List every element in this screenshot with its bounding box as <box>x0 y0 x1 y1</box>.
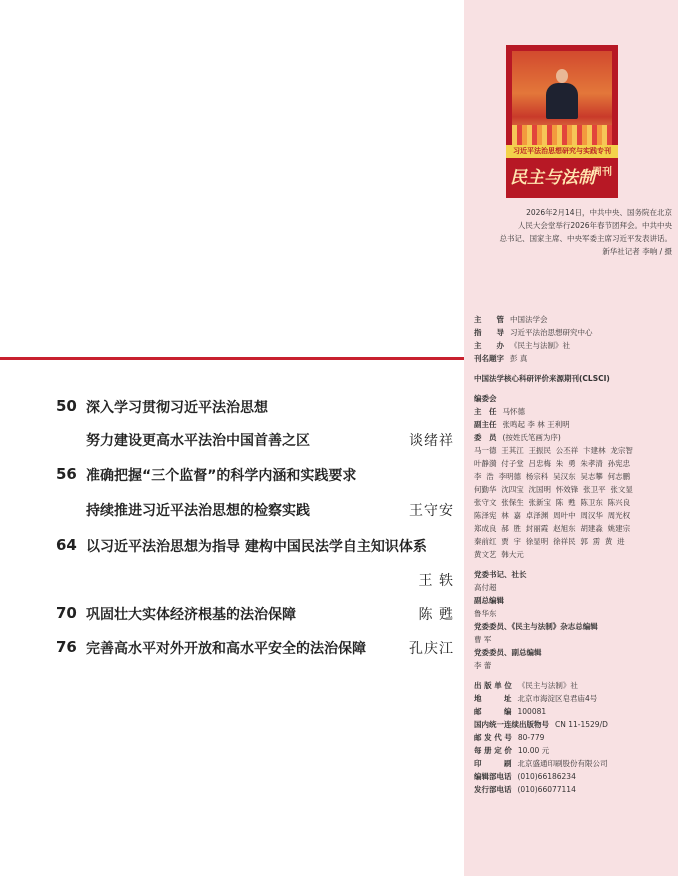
toc-page-number: 56 <box>56 465 77 483</box>
cover-logo: 民主与法制 <box>510 168 595 188</box>
member-line: 黄文艺 韩大元 <box>474 550 524 559</box>
member-line: 叶静漪 付子堂 吕忠梅 朱 勇 朱孝清 孙宪忠 <box>474 459 631 468</box>
toc-author: 孔庆江 <box>409 641 454 657</box>
core-journal: 中国法学核心科研评价来源期刊(CLSCI) <box>474 374 610 383</box>
toc-entry-70[interactable] <box>0 604 464 624</box>
cover-subtitle: 习近平法治思想研究与实践专刊 <box>513 147 611 155</box>
host-row: 主 办 《民主与法制》社 <box>474 341 570 350</box>
member-line: 李 浩 李明德 杨宗科 吴汉东 吴志攀 何志鹏 <box>474 472 631 481</box>
toc-page-number: 76 <box>56 638 77 656</box>
masthead-panel <box>464 0 678 876</box>
member-line: 秦前红 贾 宇 徐显明 徐祥民 郭 雳 黄 进 <box>474 537 625 546</box>
guidance-row: 指 导 习近平法治思想研究中心 <box>474 328 593 337</box>
member-line: 郑成良 郝 胜 封丽霞 赵旭东 胡建淼 姚建宗 <box>474 524 631 533</box>
toc-title: 深入学习贯彻习近平法治思想 <box>86 400 268 416</box>
staff-name: 鲁华东 <box>474 609 497 618</box>
pub-row: 出 版 单 位 《民主与法制》社 <box>474 681 578 690</box>
board-title: 编委会 <box>474 394 497 403</box>
pub-row: 邮 发 代 号 80-779 <box>474 733 545 742</box>
staff-label: 党委委员、《民主与法制》杂志总编辑 <box>474 622 598 631</box>
caption-credit: 新华社记者 李响 / 摄 <box>602 247 672 256</box>
director-row: 主 任 马怀德 <box>474 407 525 416</box>
masthead <box>474 313 674 796</box>
staff-name: 李 蕾 <box>474 661 492 670</box>
member-line: 陈泽宪 林 嘉 卓泽渊 周叶中 周汉华 周光权 <box>474 511 631 520</box>
cover-caption <box>482 206 672 258</box>
toc-author: 谈绪祥 <box>409 433 454 449</box>
member-line: 何勤华 沈四宝 沈国明 怀效锋 张卫平 张文显 <box>474 485 633 494</box>
toc-author: 陈 甦 <box>418 607 454 623</box>
pub-row: 每 册 定 价 10.00 元 <box>474 746 550 755</box>
toc-subtitle: 持续推进习近平法治思想的检察实践 <box>86 503 310 519</box>
member-line: 张守文 张保生 张新宝 陈 甦 陈卫东 陈兴良 <box>474 498 631 507</box>
toc-page-number: 64 <box>56 536 77 554</box>
staff-label: 副总编辑 <box>474 596 504 605</box>
cover-photo <box>512 51 612 145</box>
toc-author-row <box>0 570 464 590</box>
toc-entry-76[interactable] <box>0 638 464 658</box>
deputy-row: 副主任 张鸣起 李 林 王利明 <box>474 420 570 429</box>
toc-author: 王守安 <box>409 503 454 519</box>
toc-subtitle-row <box>0 500 464 520</box>
toc-subtitle-row <box>0 430 464 450</box>
caption-line: 2026年2月14日，中共中央、国务院在北京 <box>526 208 672 217</box>
speaker-figure <box>546 69 578 119</box>
toc-entry-50[interactable] <box>0 397 464 417</box>
pub-row: 编辑部电话 (010)66186234 <box>474 772 576 781</box>
caption-line: 总书记、国家主席、中央军委主席习近平发表讲话。 <box>499 234 672 243</box>
staff-label: 党委书记、社长 <box>474 570 527 579</box>
member-line: 马一德 王其江 王振民 公丕祥 卞建林 龙宗智 <box>474 446 633 455</box>
members-header: 委 员 (按姓氏笔画为序) <box>474 433 561 442</box>
supervisor-row: 主 管 中国法学会 <box>474 315 548 324</box>
pub-row: 地 址 北京市海淀区皂君庙4号 <box>474 694 598 703</box>
inscription-row: 刊名题字 彭 真 <box>474 354 528 363</box>
toc-title: 巩固壮大实体经济根基的法治保障 <box>86 607 296 623</box>
pub-row: 国内统一连续出版物号 CN 11-1529/D <box>474 720 608 729</box>
pub-row: 发行部电话 (010)66077114 <box>474 785 576 794</box>
toc-entry-64[interactable] <box>0 536 464 556</box>
pub-row: 印 刷 北京盛通印刷股份有限公司 <box>474 759 608 768</box>
staff-name: 高付超 <box>474 583 497 592</box>
staff-label: 党委委员、副总编辑 <box>474 648 542 657</box>
toc-page-number: 50 <box>56 397 77 415</box>
toc-author: 王 轶 <box>418 573 454 589</box>
toc-title: 完善高水平对外开放和高水平安全的法治保障 <box>86 641 366 657</box>
caption-line: 人民大会堂举行2026年春节团拜会。中共中央 <box>517 221 672 230</box>
cover-thumbnail[interactable] <box>506 45 618 198</box>
pub-row: 邮 编 100081 <box>474 707 547 716</box>
toc-title: 以习近平法治思想为指导 建构中国民法学自主知识体系 <box>86 539 427 555</box>
staff-name: 曹 军 <box>474 635 492 644</box>
toc-subtitle: 努力建设更高水平法治中国首善之区 <box>86 433 310 449</box>
red-divider <box>0 357 464 360</box>
toc-entry-56[interactable] <box>0 465 464 485</box>
cover-week: 周刊 <box>592 167 612 178</box>
flower-decoration <box>512 125 612 145</box>
toc-page-number: 70 <box>56 604 77 622</box>
toc-title: 准确把握“三个监督”的科学内涵和实践要求 <box>86 468 357 484</box>
